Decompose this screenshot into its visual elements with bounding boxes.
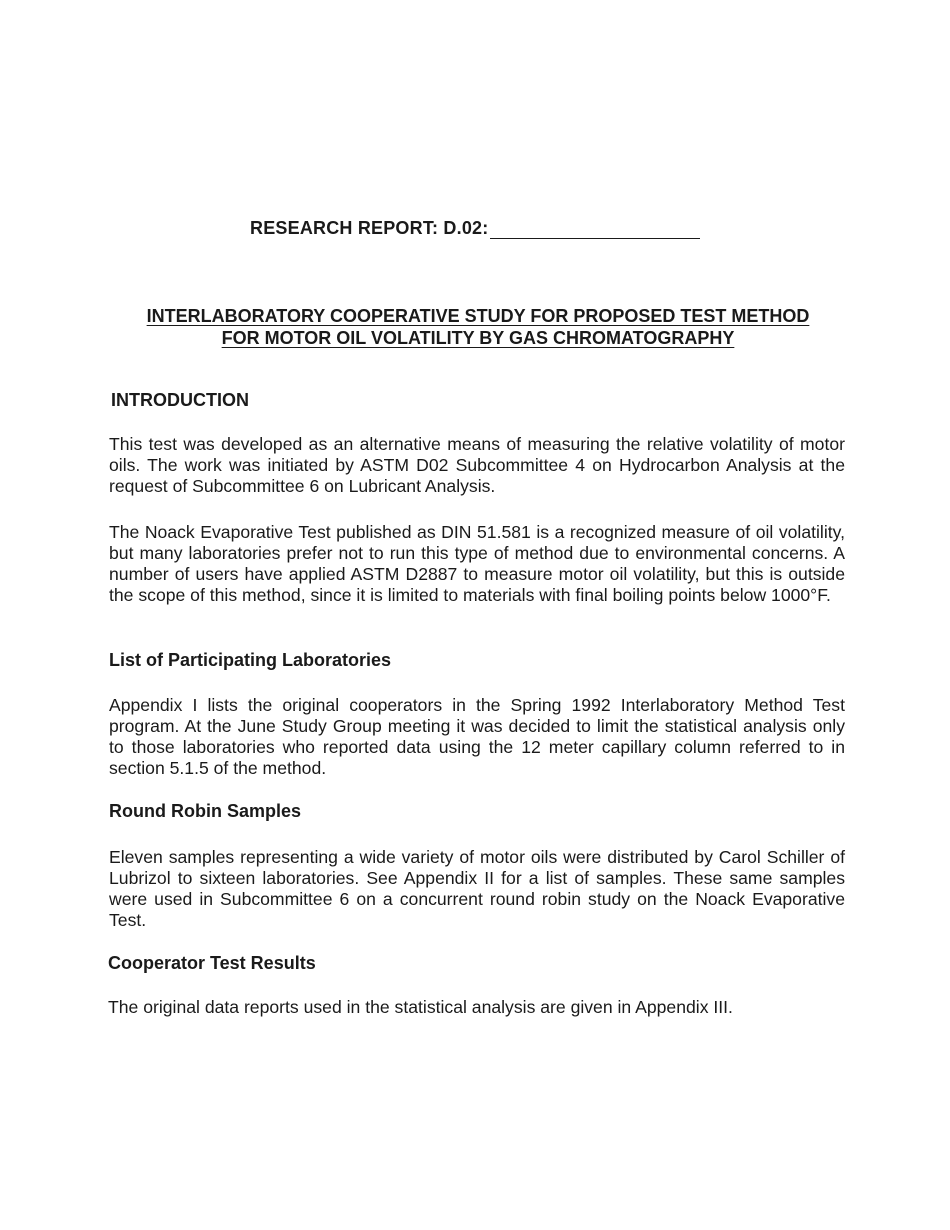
report-number-blank (490, 216, 700, 239)
title-line-1: INTERLABORATORY COOPERATIVE STUDY FOR PROPOSED TEST METHOD (146, 306, 810, 326)
document-title (100, 305, 856, 349)
laboratories-heading: List of Participating Laboratories (109, 650, 392, 670)
introduction-paragraph-2: The Noack Evaporative Test published as DIN 51.581 is a recognized measure of oil volatility, but many laboratories prefer not to run this type of method due to environmental concerns. A number of users have applied ASTM D2887 to measure motor oil volatility, but this is outside the scope of this method, since it is limited to materials with final boiling points below 1000°F. (109, 522, 845, 605)
samples-paragraph: Eleven samples representing a wide variety of motor oils were distributed by Carol Schiller of Lubrizol to sixteen laboratories. See Appendix II for a list of samples. These same samples were used in Subcommittee 6 on a concurrent round robin study on the Noack Evaporative Test. (109, 847, 845, 930)
results-heading: Cooperator Test Results (108, 953, 316, 973)
report-number-line (250, 216, 700, 239)
results-paragraph: The original data reports used in the statistical analysis are given in Appendix III. (108, 997, 733, 1017)
introduction-heading: INTRODUCTION (111, 390, 249, 410)
title-line-2: FOR MOTOR OIL VOLATILITY BY GAS CHROMATOGRAPHY (221, 328, 735, 348)
laboratories-paragraph: Appendix I lists the original cooperators in the Spring 1992 Interlaboratory Method Test program. At the June Study Group meeting it was decided to limit the statistical analysis only to those laboratories who reported data using the 12 meter capillary column referred to in section 5.1.5 of the method. (109, 695, 845, 778)
report-label: RESEARCH REPORT: D.02: (250, 218, 489, 238)
introduction-paragraph-1: This test was developed as an alternative means of measuring the relative volatility of motor oils. The work was initiated by ASTM D02 Subcommittee 4 on Hydrocarbon Analysis at the request of Subcommittee 6 on Lubricant Analysis. (109, 434, 845, 496)
samples-heading: Round Robin Samples (109, 801, 302, 821)
